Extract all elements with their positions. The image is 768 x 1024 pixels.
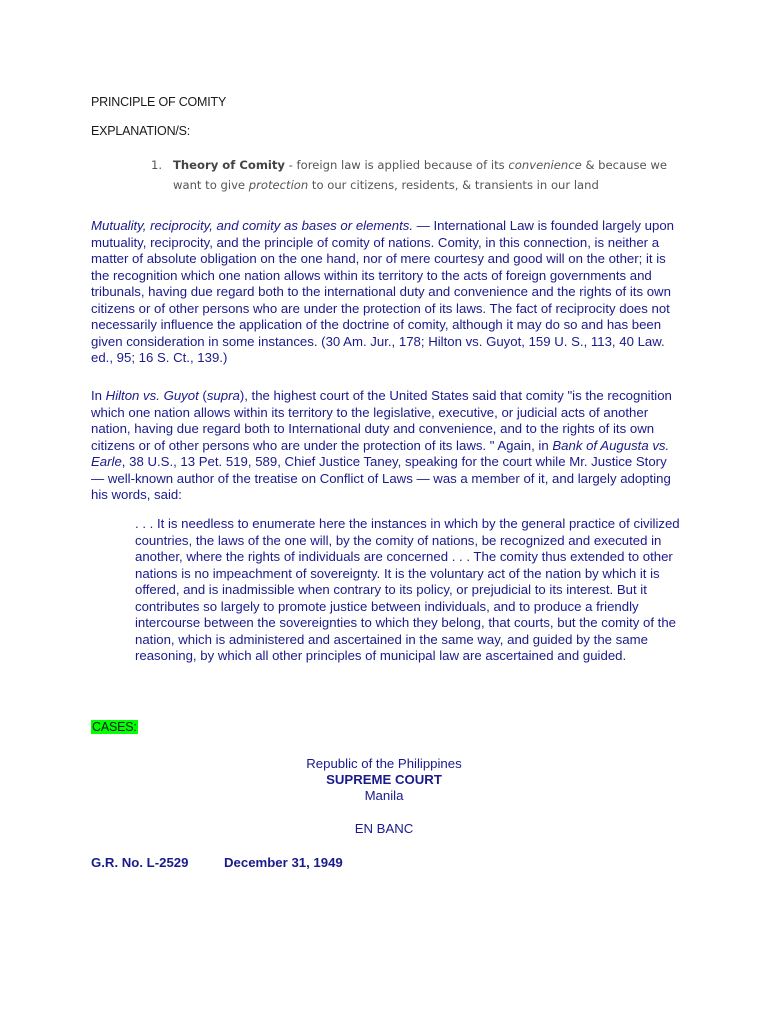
list-number: 1. (151, 158, 163, 172)
paragraph-hilton (91, 388, 679, 504)
paragraph-lead: Mutuality, reciprocity, and comity as bases or elements. (91, 218, 413, 233)
theory-text-part: & because we want to give (173, 158, 667, 192)
republic-line: Republic of the Philippines (306, 756, 462, 771)
paragraph-part: ( (198, 388, 207, 403)
decision-date: December 31, 1949 (224, 855, 343, 870)
explanation-label: EXPLANATION/S: (91, 124, 191, 138)
case-citation: Hilton vs. Guyot (105, 388, 199, 403)
paragraph-mutuality (91, 218, 679, 367)
page-heading: PRINCIPLE OF COMITY (91, 95, 227, 109)
cases-label: CASES: (92, 720, 137, 734)
theory-emphasis: protection (248, 178, 309, 192)
court-name: SUPREME COURT (326, 772, 442, 787)
gr-number: G.R. No. L-2529 (91, 855, 189, 870)
paragraph-part: In (91, 388, 106, 403)
theory-term: Theory of Comity (173, 158, 285, 172)
theory-text-part: - foreign law is applied because of its (284, 158, 509, 172)
case-citation: supra (206, 388, 240, 403)
division-label: EN BANC (354, 821, 414, 836)
theory-emphasis: convenience (508, 158, 582, 172)
paragraph-body: — International Law is founded largely upon mutuality, reciprocity, and the principle of comity of nations. Comity, in this connection, is neither a matter of absolute obligation on the one hand, nor of mere courtesy and good will on the other; it is the recognition which one nation allows within its territory to the acts of foreign governments and tribunals, having due regard both to the international duty and convenience and the rights of its own citizens or of other persons who are under the protection of its laws. The fact of reciprocity does not necessarily influence the application of the doctrine of comity, although it may do so and has been given consideration in some instances. (30 Am. Jur., 178; Hilton vs. Guyot, 159 U. S., 113, 40 Law. ed., 95; 16 S. Ct., 139.) (91, 218, 674, 365)
theory-text (173, 155, 691, 195)
paragraph-part: , 38 U.S., 13 Pet. 519, 589, Chief Justice Taney, speaking for the court while Mr. Justice Story — well-known author of the treatise on Conflict of Laws — was a member of it, and largely adopting his words, said: (91, 454, 671, 502)
case-citation: Bank of Augusta vs. Earle (91, 437, 670, 469)
paragraph-part: ), the highest court of the United States said that comity "is the recognition which one nation allows within its territory to the legislative, executive, or judicial acts of another nation, having due regard both to International duty and convenience, and to the rights of its own citizens or of other persons who are under the protection of its laws. " Again, in (91, 388, 672, 453)
theory-list-item (151, 155, 691, 195)
block-quote: . . . It is needless to enumerate here the instances in which by the general practice of civilized countries, the laws of the one will, by the comity of nations, be recognized and executed in another, where the rights of individuals are concerned . . . The comity thus extended to other nations is no impeachment of sovereignty. It is the voluntary act of the nation by which it is offered, and is inadmissible when contrary to its policy, or prejudicial to its interest. But it contributes so largely to promote justice between individuals, and to produce a friendly intercourse between the sovereignties to which they belong, that courts, but the comity of the nation, which is administered and ascertained in the same way, and guided by the same reasoning, by which all other principles of municipal law are ascertained and guided. (135, 516, 680, 663)
theory-text-part: to our citizens, residents, & transients in our land (308, 178, 599, 192)
court-city: Manila (364, 788, 404, 803)
